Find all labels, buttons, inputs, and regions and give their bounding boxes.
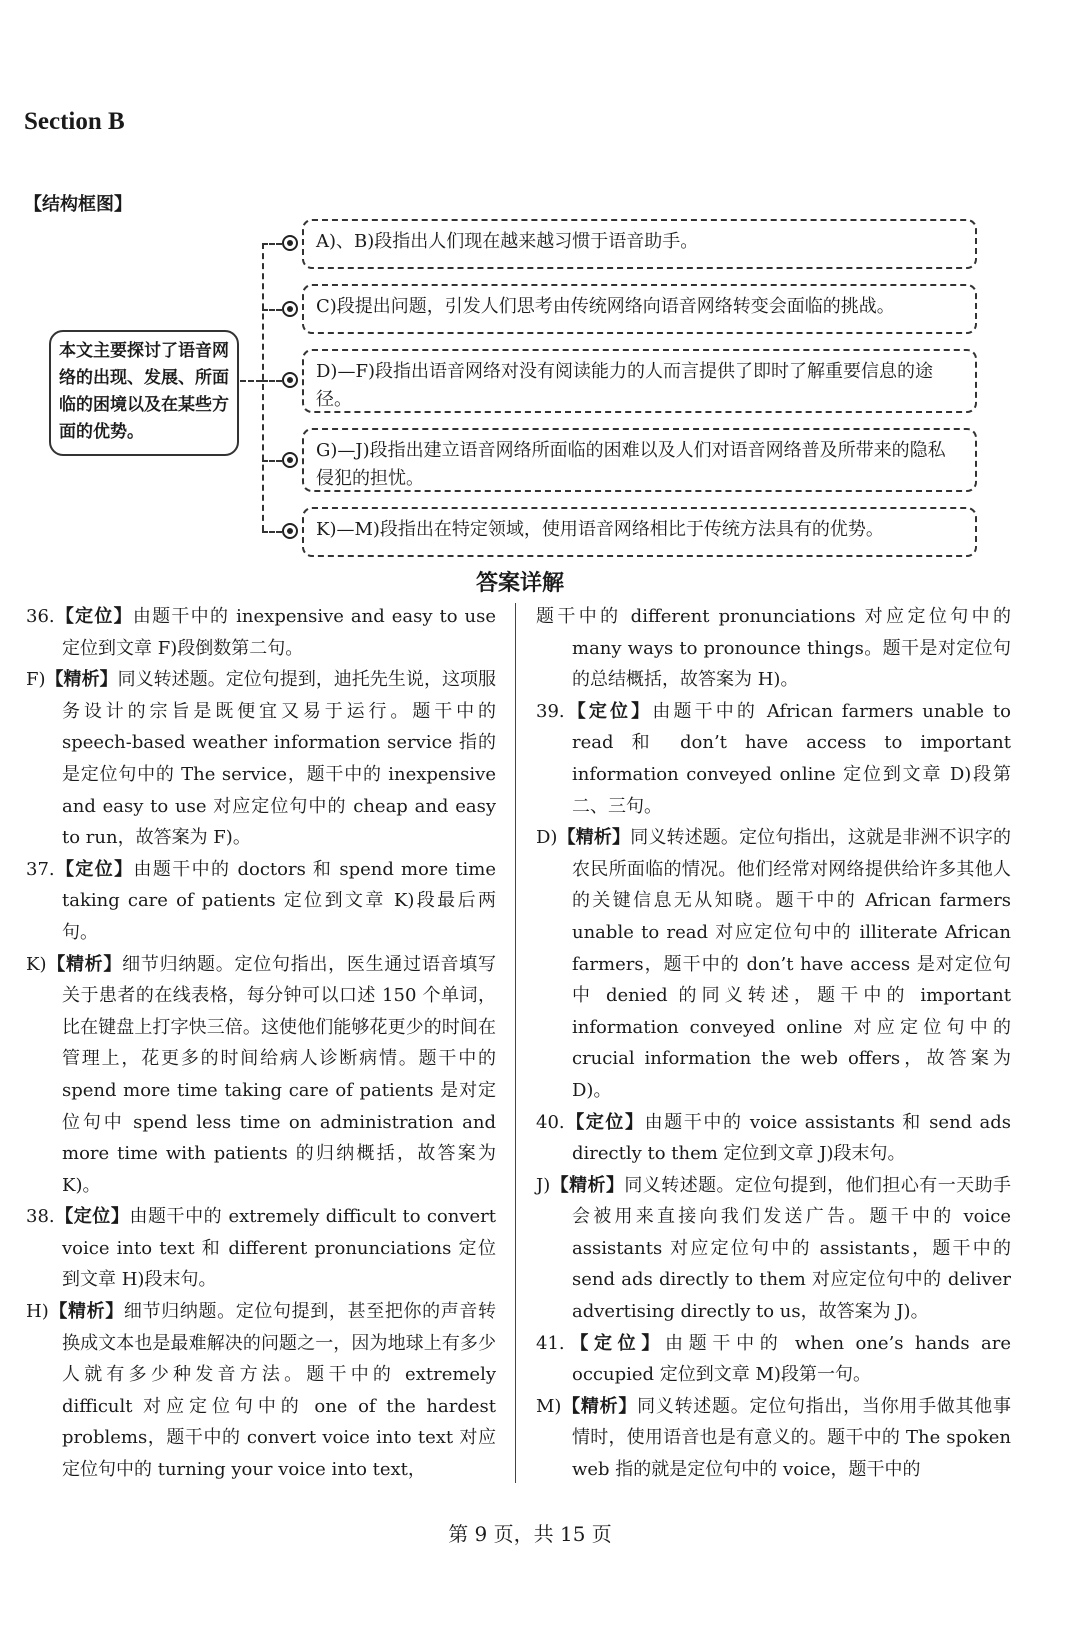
branch-box-3 [302,349,977,413]
branch-box-1 [302,219,977,269]
entry-tag: 【定位】 [564,700,653,722]
entry-prefix: 40. [536,1111,565,1133]
entry-tag: 【精析】 [557,827,631,849]
entry-text: 题干中的 different pronunciations 对应定位句中的 many ways to pronounce things。题干是对定位句的总结概括，故答案为 H)。 [536,606,1011,691]
entry-text: 由题干中的 voice assistants 和 send ads directly to them 定位到文章 J)段末句。 [572,1111,1011,1165]
answer-entry [26,1296,496,1486]
entry-tag: 【精析】 [45,669,118,691]
answer-entry [536,1328,1011,1391]
answer-entry [26,664,496,854]
right-column [536,601,1011,1486]
entry-text: 细节归纳题。定位句指出，医生通过语音填写关于患者的在线表格，每分钟可以口述 150 个单词，比在键盘上打字快三倍。这使他们能够花更少的时间在管理上，花更多的时间给病人诊断病情。题干中的 spend more time taking care of patients 是对定位句中 spend less time on administration and more time with patients 的归纳概括，故答案为 K)。 [62,953,497,1196]
connector-branch-3 [262,380,282,382]
entry-prefix: 36. [26,606,55,627]
entry-tag: 【精析】 [46,953,123,975]
entry-prefix: J) [536,1174,551,1196]
entry-tag: 【精析】 [561,1395,638,1417]
node-4 [282,452,298,468]
entry-text: 同义转述题。定位句指出，当你用手做其他事情时，使用语音也是有意义的。题干中的 The spoken web 指的就是定位句中的 voice，题干中的 [572,1395,1011,1481]
entry-text: 由题干中的 African farmers unable to read 和 don’t have access to important information conveyed online 定位到文章 D)段第二、三句。 [572,700,1011,817]
answer-entry [536,696,1011,822]
entry-text: 同义转述题。定位句提到，他们担心有一天助手会被用来直接向我们发送广告。题干中的 voice assistants 对应定位句中的 assistants，题干中的 send ads directly to them 对应定位句中的 deliver advertising directly to us，故答案为 J)。 [572,1174,1012,1323]
entry-prefix: 37. [26,858,55,880]
entry-text: 由题干中的 doctors 和 spend more time taking care of patients 定位到文章 K)段最后两句。 [62,858,496,943]
branch-text: K)—M)段指出在特定领域，使用语音网络相比于传统方法具有的优势。 [316,519,884,540]
structure-label: 【结构框图】 [24,194,132,215]
branch-text: C)段提出问题，引发人们思考由传统网络向语音网络转变会面临的挑战。 [316,296,895,317]
entry-tag: 【定位】 [54,858,134,880]
node-3 [282,372,298,388]
branch-text: G)—J)段指出建立语音网络所面临的困难以及人们对语音网络普及所带来的隐私侵犯的担忧。 [316,440,946,489]
main-summary-text: 本文主要探讨了语音网络的出现、发展、所面临的困境以及在某些方面的优势。 [59,341,229,442]
connector-branch-2 [262,309,282,311]
section-title: Section B [24,108,125,135]
connector-main [240,380,262,382]
branch-box-4 [302,428,977,492]
entry-text: 由题干中的 extremely difficult to convert voice into text 和 different pronunciations 定位到文章 H)段末句。 [62,1206,497,1291]
answer-entry [26,1201,496,1296]
column-divider [515,603,516,1483]
entry-prefix: 38. [26,1206,55,1228]
node-5 [282,523,298,539]
entry-text: 同义转述题。定位句指出，这就是非洲不识字的农民所面临的情况。他们经常对网络提供给许多其他人的关键信息无从知晓。题干中的 African farmers unable to read 对应定位句中的 illiterate African farmers，题干中的 don’t have access 是对定位句中 denied 的同义转述，题干中的 important information conveyed online 对应定位句中的 crucial information the web offers，故答案为 D)。 [572,827,1012,1101]
entry-text: 由题干中的 inexpensive and easy to use 定位到文章 F)段倒数第二句。 [62,606,496,659]
entry-tag: 【定位】 [54,1206,130,1228]
entry-prefix: K) [26,953,47,975]
entry-text: 细节归纳题。定位句提到，甚至把你的声音转换成文本也是最难解决的问题之一，因为地球上有多少人就有多少种发音方法。题干中的 extremely difficult 对应定位句中的 one of the hardest problems，题干中的 convert voice into text 对应定位句中的 turning your voice into text， [62,1301,497,1481]
entry-prefix: F) [26,669,46,691]
answer-entry [536,1107,1011,1170]
entry-tag: 【定位】 [564,1111,645,1133]
connector-trunk [262,243,264,531]
connector-branch-4 [262,460,282,462]
entry-prefix: M) [536,1395,562,1417]
branch-box-2 [302,284,977,334]
connector-branch-5 [262,531,282,533]
entry-text: 由题干中的 when one’s hands are occupied 定位到文章 M)段第一句。 [572,1332,1012,1386]
entry-tag: 【精析】 [48,1301,124,1323]
entry-tag: 【定位】 [54,606,133,627]
answer-entry [26,949,496,1202]
main-summary-box [49,330,239,456]
entry-prefix: 41. [536,1332,565,1354]
branch-text: D)—F)段指出语音网络对没有阅读能力的人而言提供了即时了解重要信息的途径。 [316,361,933,410]
answer-entry [536,822,1011,1106]
answer-entry [26,601,496,664]
connector-branch-1 [262,243,282,245]
page-number: 第 9 页，共 15 页 [448,1522,612,1546]
answer-entry [26,854,496,949]
node-2 [282,301,298,317]
answer-entry [536,1170,1011,1328]
entry-text: 同义转述题。定位句提到，迪托先生说，这项服务设计的宗旨是既便宜又易于运行。题干中的 speech-based weather information service 指的是定位句中的 The service，题干中的 inexpensive and easy to use 对应定位句中的 cheap and easy to run，故答案为 F)。 [62,669,497,849]
answer-entry [536,601,1011,696]
entry-tag: 【定位】 [564,1332,666,1354]
answer-entry [536,1391,1011,1486]
branch-text: A)、B)段指出人们现在越来越习惯于语音助手。 [316,231,699,252]
answers-heading: 答案详解 [475,571,564,596]
left-column [26,601,496,1486]
node-1 [282,235,298,251]
entry-prefix: 39. [536,700,565,722]
entry-tag: 【精析】 [550,1174,625,1196]
branch-box-5 [302,507,977,557]
entry-prefix: H) [26,1301,49,1323]
entry-prefix: D) [536,827,558,849]
